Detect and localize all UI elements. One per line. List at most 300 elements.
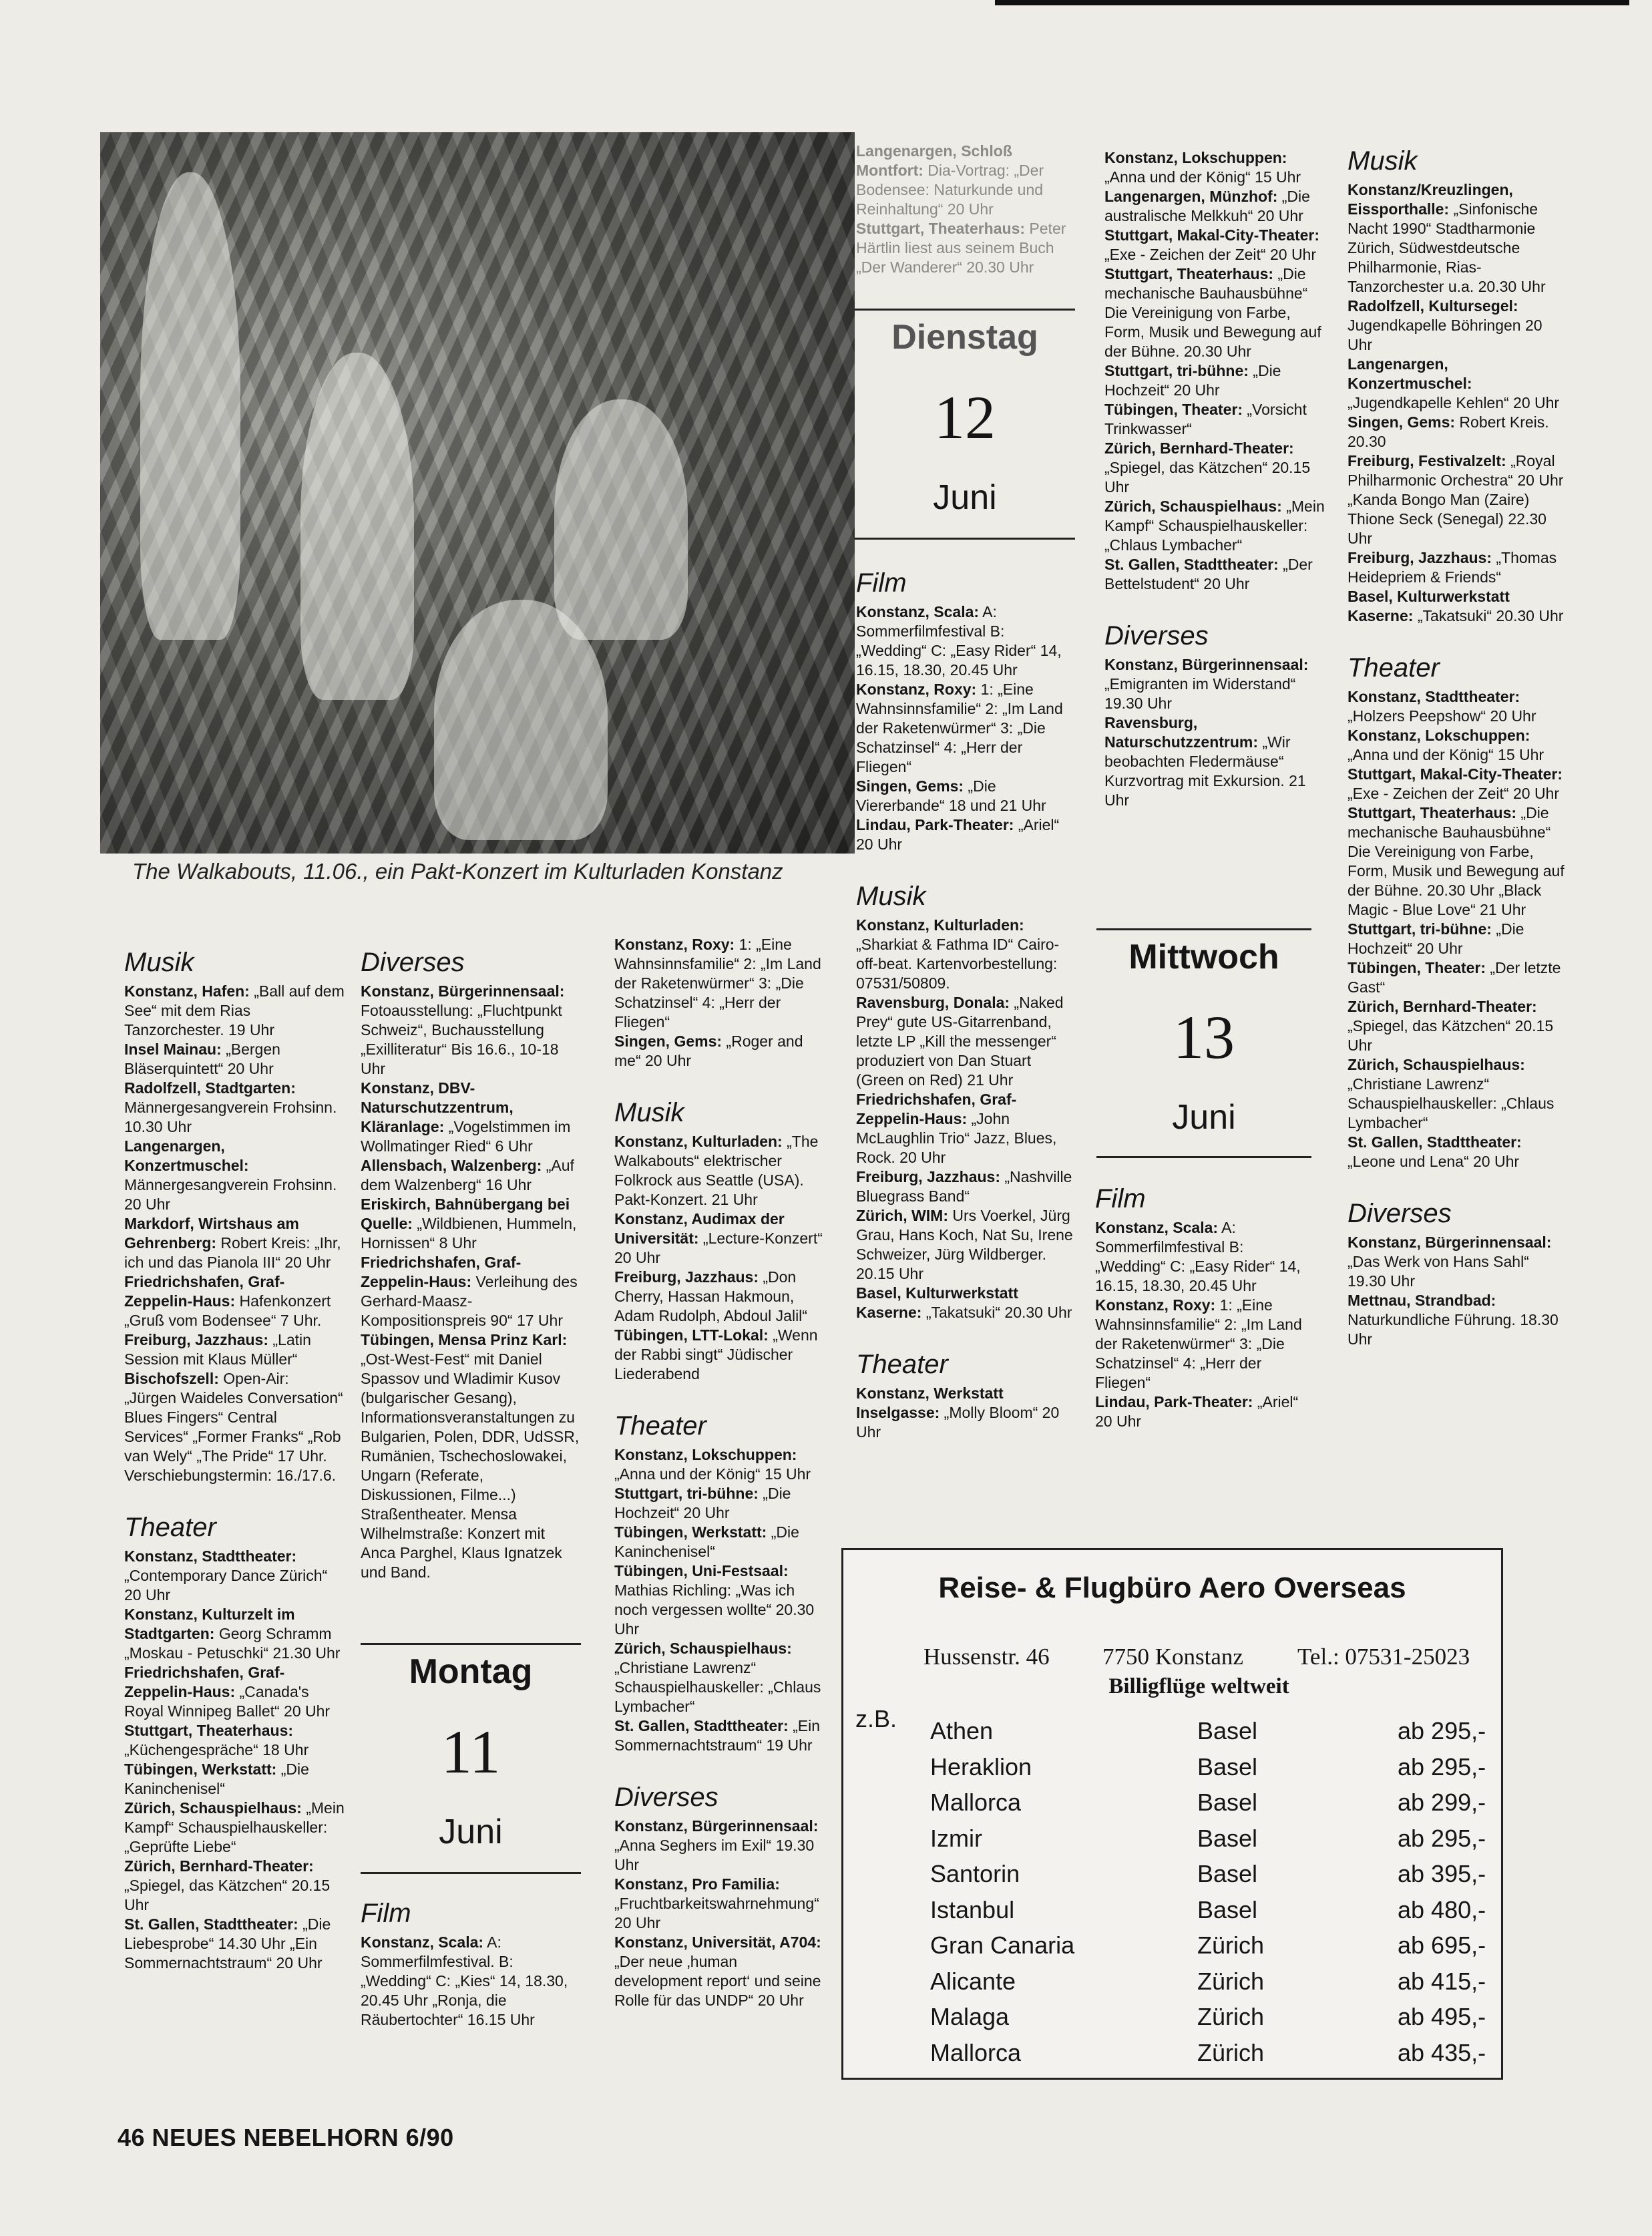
day-name: Montag <box>409 1652 533 1691</box>
entry-place: Freiburg, Jazzhaus: <box>124 1331 268 1348</box>
flight-price: ab 295,- <box>1398 1752 1486 1781</box>
listing-entry <box>361 982 581 1079</box>
entry-text: „Der letzte Gast“ <box>1348 959 1561 996</box>
entry-place: Eriskirch, Bahnübergang bei Quelle: <box>361 1195 570 1232</box>
entry-place: Friedrichshafen, Graf-Zeppelin-Haus: <box>124 1664 285 1700</box>
listing-musik <box>856 916 1076 1322</box>
photo-figure-3 <box>554 399 688 640</box>
listing-entry <box>1348 297 1568 355</box>
entry-place: Konstanz, Universität, A704: <box>614 1933 821 1951</box>
listing-theater <box>614 1445 828 1755</box>
section-title-theater: Theater <box>1348 653 1440 683</box>
section-title-musik: Musik <box>856 882 926 911</box>
entry-place: Konstanz, Stadttheater: <box>1348 688 1520 705</box>
entry-place: Allensbach, Walzenberg: <box>361 1157 542 1174</box>
entry-place: Stuttgart, Theaterhaus: <box>1348 804 1517 821</box>
entry-place: Singen, Gems: <box>614 1033 722 1050</box>
flight-price: ab 295,- <box>1398 1717 1486 1744</box>
entry-place: Singen, Gems: <box>856 777 964 795</box>
listing-entry <box>856 1384 1076 1442</box>
entry-place: Konstanz, Bürgerinnensaal: <box>1348 1234 1552 1251</box>
listing-film <box>361 1933 581 2030</box>
ad-subtitle: Billigflüge weltweit <box>1108 1674 1289 1698</box>
entry-place: Stuttgart, Theaterhaus: <box>1104 265 1274 283</box>
entry-place: Tübingen, Theater: <box>1104 401 1243 418</box>
flight-dest: Athen <box>930 1717 994 1744</box>
entry-place: Zürich, Schauspielhaus: <box>1104 498 1282 515</box>
entry-place: Tübingen, Uni-Festsaal: <box>614 1562 789 1579</box>
entry-text: Robert Kreis: „Ihr, ich und das Pianola III“ 20 Uhr <box>124 1234 341 1271</box>
ad-title: Reise- & Flugbüro Aero Overseas <box>938 1571 1406 1604</box>
ad-flight-row <box>843 1789 1501 1825</box>
photo-figure-1 <box>140 172 240 640</box>
ad-phone: Tel.: 07531-25023 <box>1297 1644 1470 1670</box>
photo-figure-4 <box>434 600 608 840</box>
listing-entry <box>124 1760 345 1799</box>
listing-entry <box>1348 451 1568 548</box>
entry-text: Urs Voerkel, Jürg Grau, Hans Koch, Nat Su, Irene Schweizer, Jürg Wildberger. 20.15 Uhr <box>856 1207 1073 1282</box>
entry-text: A: Sommerfilmfestival B: „Wedding“ C: „Easy Rider“ 14, 16.15, 18.30, 20.45 Uhr <box>1095 1219 1301 1294</box>
entry-place: Konstanz, Bürgerinnensaal: <box>614 1817 819 1835</box>
entry-text: 1: „Eine Wahnsinnsfamilie“ 2: „Im Land der Raketenwürmer“ 3: „Die Schatzinsel“ 4: „Herr der Fliegen“ <box>1095 1296 1302 1391</box>
listing-entry <box>361 1156 581 1195</box>
listing-entry <box>1104 226 1325 264</box>
listing-entry <box>1104 439 1325 497</box>
entry-text: „Die Hochzeit“ 20 Uhr <box>614 1485 791 1521</box>
listing-entry <box>124 1857 345 1915</box>
listing-musik <box>1348 180 1568 626</box>
listing-entry <box>614 1484 828 1523</box>
flight-price: ab 480,- <box>1398 1895 1486 1923</box>
listing-entry <box>124 1079 345 1137</box>
listing-entry <box>856 142 1070 219</box>
entry-text: „Christiane Lawrenz“ Schauspielhauskeller: „Chlaus Lymbacher“ <box>1348 1075 1555 1131</box>
listing-entry <box>124 1799 345 1857</box>
entry-place: Konstanz, Audimax der Universität: <box>614 1210 785 1247</box>
day-name: Mittwoch <box>1128 938 1279 976</box>
flight-price: ab 495,- <box>1398 2003 1486 2030</box>
flight-dest: Gran Canaria <box>930 1931 1075 1959</box>
listing-entry <box>1348 958 1568 997</box>
flight-price: ab 435,- <box>1398 2038 1486 2066</box>
listing-theater <box>856 1384 1076 1442</box>
entry-text: „Wildbienen, Hummeln, Hornissen“ 8 Uhr <box>361 1215 577 1252</box>
section-title-film: Film <box>856 568 907 598</box>
entry-text: Verleihung des Gerhard-Maasz-Kompositionspreis 90“ 17 Uhr <box>361 1273 578 1329</box>
flight-price: ab 695,- <box>1398 1931 1486 1959</box>
entry-text: „Auf dem Walzenberg“ 16 Uhr <box>361 1157 574 1193</box>
listing-theater <box>124 1547 345 1973</box>
column-5 <box>1104 148 1325 810</box>
listing-entry <box>856 219 1070 277</box>
section-title-musik: Musik <box>1348 146 1418 176</box>
listing-diverses <box>1348 1233 1568 1349</box>
entry-place: Konstanz, Roxy: <box>856 681 977 698</box>
flight-price: ab 395,- <box>1398 1860 1486 1887</box>
entry-text: „Spiegel, das Kätzchen“ 20.15 Uhr <box>1348 1017 1554 1054</box>
entry-place: Konstanz, Werkstatt Inselgasse: <box>856 1384 1004 1421</box>
listing-entry <box>1104 713 1325 810</box>
listing-entry <box>1348 687 1568 726</box>
flight-from: Zürich <box>1197 1967 1265 1995</box>
flight-dest: Santorin <box>930 1860 1020 1887</box>
entry-place: Zürich, WIM: <box>856 1207 948 1224</box>
entry-text: Georg Schramm „Moskau - Petuschki“ 21.30 Uhr <box>124 1625 341 1662</box>
entry-place: St. Gallen, Stadttheater: <box>1348 1133 1522 1151</box>
ad-flight-row <box>843 1896 1501 1932</box>
entry-text: „Küchengespräche“ 18 Uhr <box>124 1741 309 1758</box>
entry-place: Freiburg, Festivalzelt: <box>1348 452 1506 470</box>
listing-entry <box>1348 1133 1568 1171</box>
section-title-theater: Theater <box>856 1350 948 1379</box>
entry-text: „Christiane Lawrenz“ Schauspielhauskeller: „Chlaus Lymbacher“ <box>614 1659 821 1715</box>
flight-from: Zürich <box>1197 2003 1265 2030</box>
listing-entry <box>856 993 1076 1090</box>
listing-film <box>1095 1218 1315 1431</box>
entry-place: St. Gallen, Stadttheater: <box>124 1915 298 1933</box>
ad-flight-row <box>843 1753 1501 1789</box>
entry-place: Stuttgart, tri-bühne: <box>1104 362 1249 379</box>
day-box-montag <box>361 1643 581 1874</box>
entry-text: „Vorsicht Trinkwasser“ <box>1104 401 1307 437</box>
listing-entry <box>856 815 1076 854</box>
listing-entry <box>1348 1233 1568 1291</box>
flight-price: ab 415,- <box>1398 1967 1486 1995</box>
listing-entry <box>1104 555 1325 594</box>
listing-entry <box>1104 148 1325 187</box>
listing-entry <box>1104 655 1325 713</box>
entry-text: „Anna und der König“ 15 Uhr <box>614 1465 811 1483</box>
listing-entry <box>124 1137 345 1214</box>
flight-from: Basel <box>1197 1752 1258 1781</box>
listing-entry <box>614 1716 828 1755</box>
listing-entry <box>614 935 828 1032</box>
entry-text: „Exe - Zeichen der Zeit“ 20 Uhr <box>1348 785 1560 802</box>
flight-from: Basel <box>1197 1860 1258 1887</box>
flight-price: ab 295,- <box>1398 1824 1486 1852</box>
flight-dest: Istanbul <box>930 1895 1015 1923</box>
entry-text: „Wenn der Rabbi singt“ Jüdischer Liederabend <box>614 1326 818 1382</box>
entry-text: Robert Kreis. 20.30 <box>1348 413 1549 450</box>
listing-entry <box>1348 1055 1568 1133</box>
listing-entry <box>124 1915 345 1973</box>
ad-flight-row <box>843 1717 1501 1753</box>
entry-text: „Die Liebesprobe“ 14.30 Uhr „Ein Sommernachtstraum“ 20 Uhr <box>124 1915 331 1972</box>
listing-entry <box>124 1547 345 1605</box>
listing-entry <box>614 1933 828 2010</box>
top-edge-bar <box>995 0 1629 5</box>
travel-agency-ad <box>841 1548 1503 2080</box>
ad-flight-row <box>843 2003 1501 2039</box>
flight-from: Basel <box>1197 1717 1258 1744</box>
entry-place: Zürich, Bernhard-Theater: <box>1348 998 1537 1015</box>
day-number: 13 <box>1173 1003 1235 1071</box>
entry-text: „Sharkiat & Fathma ID“ Cairo-off-beat. Kartenvorbestellung: 07531/50809. <box>856 936 1060 992</box>
entry-text: „Takatsuki“ 20.30 Uhr <box>1413 607 1564 624</box>
listing-entry <box>124 1369 345 1485</box>
listing-diverses <box>361 982 581 1582</box>
entry-place: Tübingen, Werkstatt: <box>124 1760 277 1778</box>
entry-place: Konstanz, Bürgerinnensaal: <box>1104 656 1309 673</box>
entry-text: Fotoausstellung: „Fluchtpunkt Schweiz“, Buchausstellung „Exilliteratur“ Bis 16.6., 10-18 Uhr <box>361 1002 562 1077</box>
listing-entry <box>1348 355 1568 413</box>
entry-place: Konstanz, Kulturladen: <box>856 916 1024 934</box>
entry-place: Stuttgart, tri-bühne: <box>1348 920 1492 938</box>
entry-place: Basel, Kulturwerkstatt Kaserne: <box>1348 588 1510 624</box>
ad-city: 7750 Konstanz <box>1102 1644 1243 1670</box>
listing-entry <box>1104 497 1325 555</box>
day-name: Dienstag <box>891 318 1038 357</box>
entry-place: St. Gallen, Stadttheater: <box>1104 556 1279 573</box>
entry-place: Langenargen, Schloß Montfort: <box>856 142 1012 179</box>
listing-entry <box>1104 361 1325 400</box>
ad-flight-row <box>843 1825 1501 1861</box>
listing-theater <box>1348 687 1568 1171</box>
listing-entry <box>614 1561 828 1639</box>
ad-street: Hussenstr. 46 <box>923 1644 1050 1670</box>
entry-text: „Lecture-Konzert“ 20 Uhr <box>614 1230 823 1266</box>
entry-place: Zürich, Schauspielhaus: <box>614 1640 792 1657</box>
entry-place: Langenargen, Münzhof: <box>1104 188 1278 205</box>
listing-entry <box>124 1214 345 1272</box>
entry-text: Open-Air: „Jürgen Waideles Conversation“ Blues Fingers“ Central Services“ „Former Franks“ „Rob van Wely“ „The Pride“ 17 Uhr. Verschiebungstermin: 16./17.6. <box>124 1370 343 1484</box>
entry-text: „Canada's Royal Winnipeg Ballet“ 20 Uhr <box>124 1683 331 1720</box>
listing-entry <box>124 1663 345 1721</box>
entry-text: „Nashville Bluegrass Band“ <box>856 1168 1072 1205</box>
entry-text: „Der Bettelstudent“ 20 Uhr <box>1104 556 1313 592</box>
listing-diverses <box>1104 655 1325 810</box>
entry-text: „Wir beobachten Fledermäuse“ Kurzvortrag mit Exkursion. 21 Uhr <box>1104 733 1306 809</box>
entry-place: Konstanz, Lokschuppen: <box>614 1446 797 1463</box>
entry-place: Konstanz, Kulturzelt im Stadtgarten: <box>124 1606 295 1642</box>
listing-entry <box>1348 180 1568 297</box>
section-title-musik: Musik <box>124 948 194 977</box>
entry-place: Konstanz, Stadttheater: <box>124 1547 297 1565</box>
listing-entry <box>1348 1291 1568 1349</box>
entry-text: „Royal Philharmonic Orchestra“ 20 Uhr „Kanda Bongo Man (Zaire) Thione Seck (Senegal) 22.30 Uhr <box>1348 452 1564 547</box>
entry-place: Tübingen, Mensa Prinz Karl: <box>361 1331 568 1348</box>
ad-flight-row <box>843 1931 1501 1968</box>
listing-entry <box>361 1195 581 1253</box>
section-title-diverses: Diverses <box>614 1783 718 1812</box>
entry-place: Stuttgart, Makal-City-Theater: <box>1348 765 1563 783</box>
section-title-film: Film <box>361 1899 411 1928</box>
flight-price: ab 299,- <box>1398 1789 1486 1816</box>
entry-place: Konstanz, Lokschuppen: <box>1104 149 1287 166</box>
listing-entry <box>614 1132 828 1209</box>
listing-entry <box>856 1284 1076 1322</box>
listing-entry <box>614 1639 828 1716</box>
entry-text: „Das Werk von Hans Sahl“ 19.30 Uhr <box>1348 1253 1529 1290</box>
column-1 <box>124 947 345 1973</box>
entry-place: Freiburg, Jazzhaus: <box>856 1168 1000 1185</box>
entry-place: Friedrichshafen, Graf-Zeppelin-Haus: <box>124 1273 285 1310</box>
entry-place: Konstanz/Kreuzlingen, Eissporthalle: <box>1348 181 1513 218</box>
section-title-diverses: Diverses <box>1104 621 1209 650</box>
entry-place: Ravensburg, Naturschutzzentrum: <box>1104 714 1259 751</box>
entry-place: Konstanz, Kulturladen: <box>614 1133 783 1150</box>
entry-text: 1: „Eine Wahnsinnsfamilie“ 2: „Im Land der Raketenwürmer“ 3: „Die Schatzinsel“ 4: „Herr der Fliegen“ <box>614 936 821 1031</box>
entry-text: „Ein Sommernachtstraum“ 19 Uhr <box>614 1717 821 1754</box>
listing-entry <box>614 1875 828 1933</box>
ad-zb-label: z.B. <box>855 1705 897 1732</box>
entry-place: Konstanz, Scala: <box>856 603 980 620</box>
entry-place: Mettnau, Strandbad: <box>1348 1292 1496 1309</box>
entry-place: Stuttgart, tri-bühne: <box>614 1485 759 1502</box>
entry-text: „Sinfonische Nacht 1990“ Stadtharmonie Zürich, Südwestdeutsche Philharmonie, Rias-Tanzorchester u.a. 20.30 Uhr <box>1348 200 1546 295</box>
entry-place: St. Gallen, Stadttheater: <box>614 1717 789 1734</box>
column-6 <box>1348 146 1568 1349</box>
listing-entry <box>1095 1218 1315 1296</box>
entry-place: Tübingen, Werkstatt: <box>614 1523 767 1541</box>
entry-place: Konstanz, Lokschuppen: <box>1348 727 1530 744</box>
flight-from: Basel <box>1197 1824 1258 1852</box>
listing-entry <box>1104 264 1325 361</box>
column-4-top <box>856 142 1070 277</box>
entry-text: „Latin Session mit Klaus Müller“ <box>124 1331 311 1368</box>
entry-place: Konstanz, Roxy: <box>1095 1296 1216 1314</box>
listing-film-cont <box>614 935 828 1071</box>
entry-place: Konstanz, Pro Familia: <box>614 1875 780 1893</box>
listing-entry <box>1348 920 1568 958</box>
entry-place: Insel Mainau: <box>124 1041 222 1058</box>
entry-text: A: Sommerfilmfestival B: „Wedding“ C: „Easy Rider“ 14, 16.15, 18.30, 20.45 Uhr <box>856 603 1062 679</box>
entry-text: 1: „Eine Wahnsinnsfamilie“ 2: „Im Land der Raketenwürmer“ 3: „Die Schatzinsel“ 4: „Herr der Fliegen“ <box>856 681 1063 775</box>
flight-dest: Mallorca <box>930 2038 1022 2066</box>
entry-text: „Jugendkapelle Kehlen“ 20 Uhr <box>1348 394 1560 411</box>
entry-text: „Mein Kampf“ Schauspielhauskeller: „Geprüfte Liebe“ <box>124 1799 345 1855</box>
entry-place: Basel, Kulturwerkstatt Kaserne: <box>856 1284 1018 1321</box>
entry-text: „Spiegel, das Kätzchen“ 20.15 Uhr <box>1104 459 1311 496</box>
entry-place: Konstanz, Scala: <box>361 1933 484 1951</box>
entry-text: „Anna und der König“ 15 Uhr <box>1348 746 1544 763</box>
flight-from: Zürich <box>1197 1931 1265 1959</box>
listing-entry <box>1348 726 1568 765</box>
entry-text: „Spiegel, das Kätzchen“ 20.15 Uhr <box>124 1877 331 1913</box>
listing-entry <box>614 1209 828 1268</box>
flight-from: Basel <box>1197 1895 1258 1923</box>
listing-entry <box>124 1330 345 1369</box>
entry-place: Zürich, Schauspielhaus: <box>1348 1056 1525 1073</box>
listing-entry <box>614 1032 828 1071</box>
listing-film <box>856 602 1076 854</box>
entry-place: Lindau, Park-Theater: <box>856 816 1014 833</box>
entry-text: „Don Cherry, Hassan Hakmoun, Adam Rudolph, Abdoul Jalil“ <box>614 1268 807 1324</box>
listing-entry <box>124 1721 345 1760</box>
column-3 <box>614 935 828 2010</box>
entry-text: Hafenkonzert „Gruß vom Bodensee“ 7 Uhr. <box>124 1292 331 1329</box>
listing-musik <box>614 1132 828 1384</box>
entry-text: „Takatsuki“ 20.30 Uhr <box>921 1304 1072 1321</box>
day-month: Juni <box>933 478 997 517</box>
ad-flight-row <box>843 2039 1501 2075</box>
listing-entry <box>1348 548 1568 587</box>
entry-text: „Der neue ‚human development report‘ und seine Rolle für das UNDP“ 20 Uhr <box>614 1953 821 2009</box>
entry-text: „Exe - Zeichen der Zeit“ 20 Uhr <box>1104 246 1317 263</box>
column-2-film <box>361 1898 581 2030</box>
listing-entry <box>361 1253 581 1330</box>
entry-text: Männergesangverein Frohsinn. 20 Uhr <box>124 1176 337 1213</box>
listing-entry <box>856 1090 1076 1167</box>
entry-text: „Fruchtbarkeitswahrnehmung“ 20 Uhr <box>614 1895 819 1931</box>
entry-place: Radolfzell, Stadtgarten: <box>124 1079 296 1097</box>
entry-text: „Contemporary Dance Zürich“ 20 Uhr <box>124 1567 328 1604</box>
listing-entry <box>124 1605 345 1663</box>
entry-place: Ravensburg, Donala: <box>856 994 1010 1011</box>
entry-text: Jugendkapelle Böhringen 20 Uhr <box>1348 317 1542 353</box>
listing-entry <box>1348 803 1568 920</box>
entry-place: Langenargen, Konzertmuschel: <box>1348 355 1472 392</box>
entry-place: Konstanz, Bürgerinnensaal: <box>361 982 565 1000</box>
entry-text: „Die Kaninchenisel“ <box>124 1760 309 1797</box>
entry-place: Lindau, Park-Theater: <box>1095 1393 1253 1411</box>
entry-text: „Ost-West-Fest“ mit Daniel Spassov und Wladimir Kusov (bulgarischer Gesang), Informationsveranstaltungen zu Bulgarien, Polen, DDR, UdSSR, Rumänien, Tschechoslowakei, Ungarn (Referate, Diskussionen, Filme...) Straßentheater. Mensa Wilhelmstraße: Konzert mit Anca Parghel, Klaus Ignatzek und Band. <box>361 1350 580 1581</box>
flight-dest: Alicante <box>930 1967 1016 1995</box>
listing-entry <box>1095 1392 1315 1431</box>
listing-entry <box>856 602 1076 680</box>
ad-flight-row <box>843 1860 1501 1896</box>
listing-entry <box>1104 187 1325 226</box>
listing-entry <box>361 1330 581 1582</box>
entry-place: Konstanz, Scala: <box>1095 1219 1219 1236</box>
entry-text: „John McLaughlin Trio“ Jazz, Blues, Rock. 20 Uhr <box>856 1110 1057 1166</box>
entry-text: „Molly Bloom“ 20 Uhr <box>856 1404 1060 1441</box>
listing-entry <box>124 982 345 1040</box>
entry-text: Peter Härtlin liest aus seinem Buch „Der Wanderer“ 20.30 Uhr <box>856 220 1066 276</box>
entry-text: „Ariel“ 20 Uhr <box>856 816 1060 853</box>
entry-place: Markdorf, Wirtshaus am Gehrenberg: <box>124 1215 299 1252</box>
entry-place: Friedrichshafen, Graf-Zeppelin-Haus: <box>361 1254 522 1290</box>
day-month: Juni <box>439 1813 503 1851</box>
listing-entry <box>1348 587 1568 626</box>
day-month: Juni <box>1172 1098 1236 1137</box>
page-footer: 46 NEUES NEBELHORN 6/90 <box>118 2124 454 2151</box>
column-2 <box>361 947 581 1582</box>
entry-place: Konstanz, DBV-Naturschutzzentrum, Kläranlage: <box>361 1079 513 1135</box>
entry-text: „Mein Kampf“ Schauspielhauskeller: „Chlaus Lymbacher“ <box>1104 498 1325 554</box>
listing-entry <box>124 1272 345 1330</box>
listing-diverses <box>614 1817 828 2010</box>
listing-entry <box>856 777 1076 815</box>
listing-entry <box>614 1445 828 1484</box>
flight-dest: Mallorca <box>930 1789 1022 1816</box>
photo-caption: The Walkabouts, 11.06., ein Pakt-Konzert im Kulturladen Konstanz <box>132 859 783 884</box>
listing-entry <box>1104 400 1325 439</box>
entry-text: „Die Hochzeit“ 20 Uhr <box>1348 920 1524 957</box>
listing-musik <box>124 982 345 1485</box>
flight-dest: Heraklion <box>930 1752 1032 1781</box>
listing-diverses-cont <box>856 142 1070 277</box>
flight-from: Basel <box>1197 1789 1258 1816</box>
day-number: 11 <box>441 1718 501 1786</box>
entry-text: „Leone und Lena“ 20 Uhr <box>1348 1153 1520 1170</box>
listing-entry <box>1348 765 1568 803</box>
entry-text: „Die australische Melkkuh“ 20 Uhr <box>1104 188 1310 224</box>
entry-text: „The Walkabouts“ elektrischer Folkrock aus Seattle (USA). Pakt-Konzert. 21 Uhr <box>614 1133 819 1208</box>
listing-entry <box>1348 413 1568 451</box>
entry-text: „Bergen Bläserquintett“ 20 Uhr <box>124 1041 280 1077</box>
entry-text: „Vogelstimmen im Wollmatinger Ried“ 6 Uhr <box>361 1118 571 1155</box>
photo-figure-2 <box>300 353 414 700</box>
listing-entry <box>614 1268 828 1326</box>
entry-place: Friedrichshafen, Graf-Zeppelin-Haus: <box>856 1091 1017 1127</box>
entry-place: Stuttgart, Theaterhaus: <box>124 1722 294 1739</box>
entry-place: Radolfzell, Kultursegel: <box>1348 297 1518 315</box>
entry-text: „Ariel“ 20 Uhr <box>1095 1393 1299 1430</box>
listing-entry <box>1095 1296 1315 1392</box>
entry-place: Stuttgart, Theaterhaus: <box>856 220 1026 237</box>
entry-place: Zürich, Bernhard-Theater: <box>1104 439 1294 457</box>
